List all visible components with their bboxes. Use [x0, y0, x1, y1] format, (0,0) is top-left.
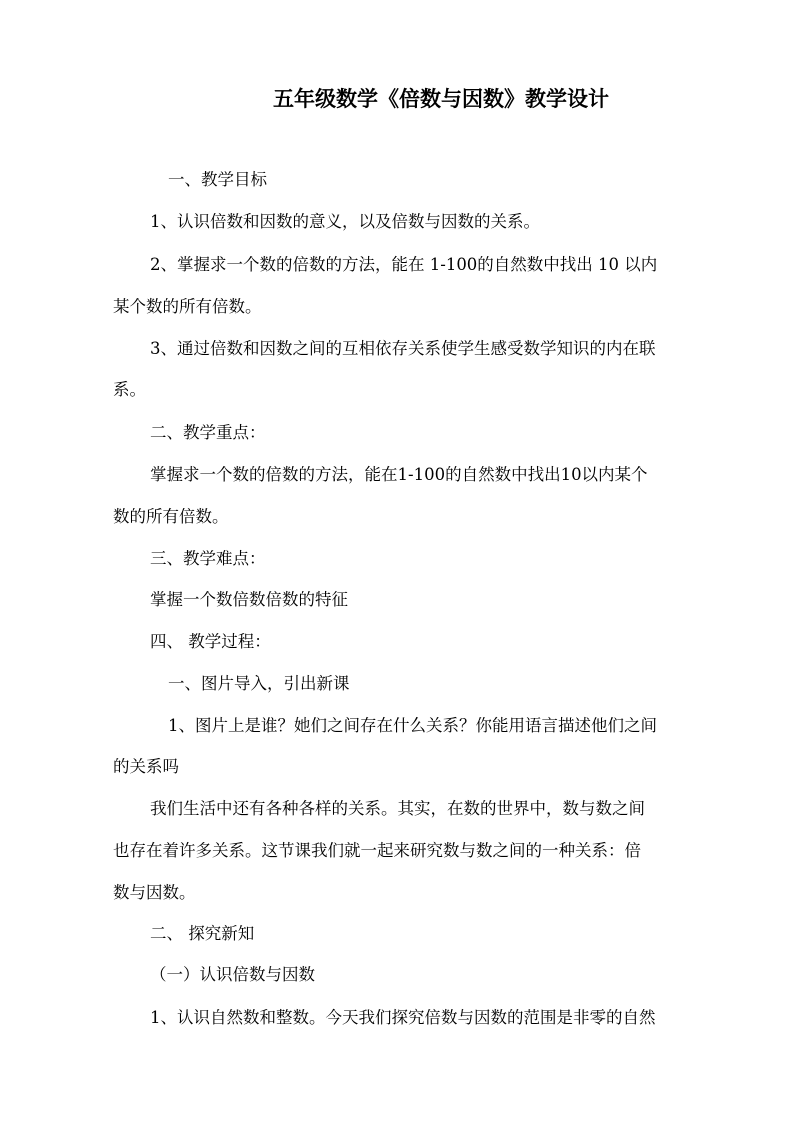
key-points-line-2: 数的所有倍数。 — [113, 507, 229, 526]
difficulties-line: 掌握一个数倍数倍数的特征 — [150, 590, 348, 609]
heading-process: 四、 教学过程： — [150, 632, 271, 651]
intro-question-line-2: 的关系吗 — [113, 757, 179, 776]
heading-difficulties: 三、教学难点： — [150, 549, 266, 568]
subheading-intro: 一、图片导入，引出新课 — [168, 674, 350, 693]
intro-paragraph-line-1: 我们生活中还有各种各样的关系。其实，在数的世界中，数与数之间 — [150, 799, 645, 818]
heading-objectives: 一、教学目标 — [168, 170, 267, 189]
heading-key-points: 二、教学重点： — [150, 423, 266, 442]
document-title: 五年级数学《倍数与因数》教学设计 — [273, 86, 609, 111]
objective-2-line-2: 某个数的所有倍数。 — [113, 297, 262, 316]
objective-1: 1、认识倍数和因数的意义，以及倍数与因数的关系。 — [150, 212, 540, 231]
objective-3-line-1: 3、通过倍数和因数之间的互相依存关系使学生感受数学知识的内在联 — [150, 339, 656, 358]
intro-paragraph-line-3: 数与因数。 — [113, 883, 196, 902]
key-points-line-1: 掌握求一个数的倍数的方法，能在1-100的自然数中找出10以内某个 — [150, 465, 648, 484]
subheading-understand: （一）认识倍数与因数 — [150, 965, 315, 984]
intro-paragraph-line-2: 也存在着许多关系。这节课我们就一起来研究数与数之间的一种关系：倍 — [113, 841, 641, 860]
objective-3-line-2: 系。 — [113, 380, 146, 399]
subheading-explore: 二、 探究新知 — [150, 924, 255, 943]
objective-2-line-1: 2、掌握求一个数的倍数的方法，能在 1-100的自然数中找出 10 以内 — [150, 255, 658, 274]
intro-question-line-1: 1、图片上是谁？她们之间存在什么关系？你能用语言描述他们之间 — [168, 716, 657, 735]
understand-line-1: 1、认识自然数和整数。今天我们探究倍数与因数的范围是非零的自然 — [150, 1008, 656, 1027]
